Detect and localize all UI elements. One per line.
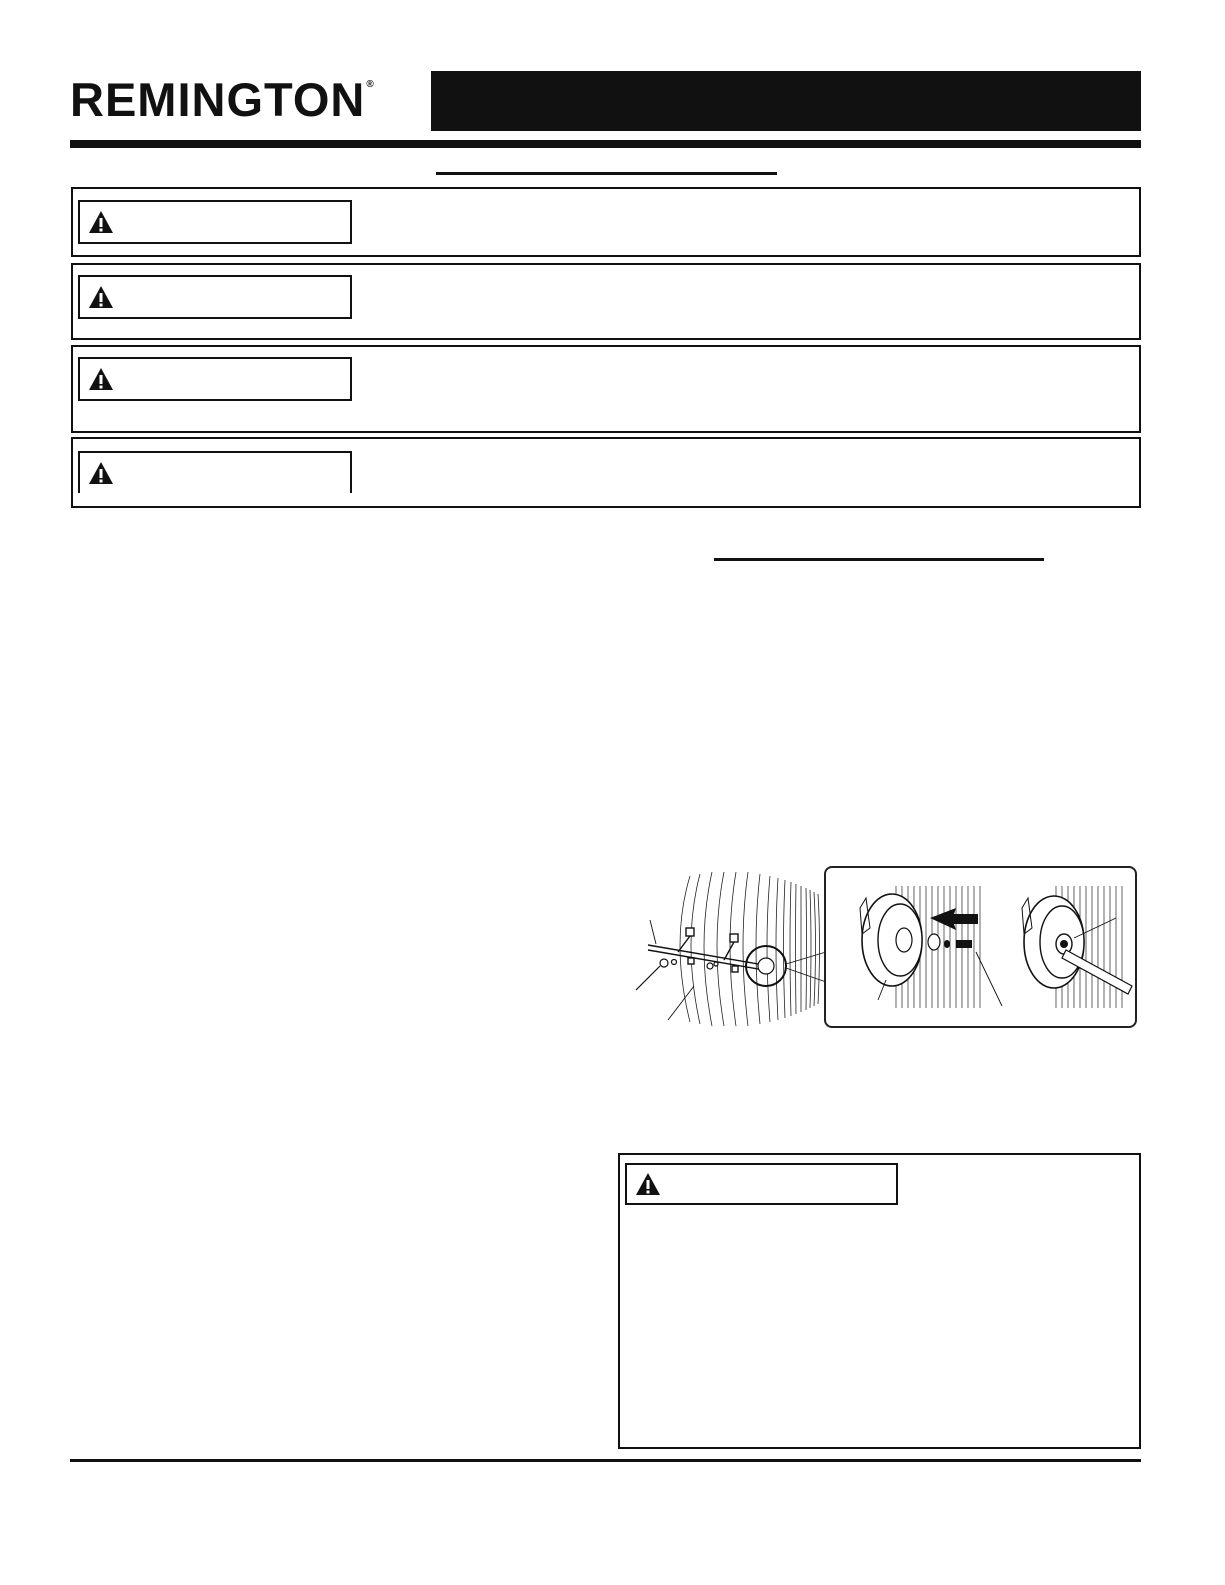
right-section-title-underline — [714, 558, 1044, 561]
brand-logo — [70, 73, 375, 126]
warning-label-4 — [78, 451, 352, 493]
warning-triangle-icon — [88, 367, 114, 391]
warning-triangle-icon — [635, 1172, 661, 1196]
warning-label-2 — [78, 275, 352, 319]
warning-label-1 — [78, 200, 352, 244]
fan-guard-diagram — [620, 862, 830, 1034]
warning-box-2 — [71, 263, 1141, 340]
fan-wheel-assembly-figure — [620, 862, 1140, 1034]
warning-label-3 — [78, 357, 352, 401]
caution-box — [618, 1153, 1141, 1449]
detail-inset-diagram — [826, 868, 1137, 1028]
section-title-underline — [436, 172, 777, 175]
detail-inset — [824, 866, 1137, 1028]
brand-name: REMINGTON — [70, 73, 366, 126]
registered-mark: ® — [366, 79, 375, 90]
warning-triangle-icon — [88, 461, 114, 485]
footer-rule — [70, 1459, 1141, 1462]
header-bar — [431, 71, 1141, 131]
warning-box-4 — [71, 437, 1141, 508]
caution-label — [625, 1163, 898, 1205]
warning-box-3 — [71, 345, 1141, 433]
warning-triangle-icon — [88, 285, 114, 309]
header-rule — [70, 140, 1141, 148]
warning-triangle-icon — [88, 210, 114, 234]
warning-box-1 — [71, 187, 1141, 257]
